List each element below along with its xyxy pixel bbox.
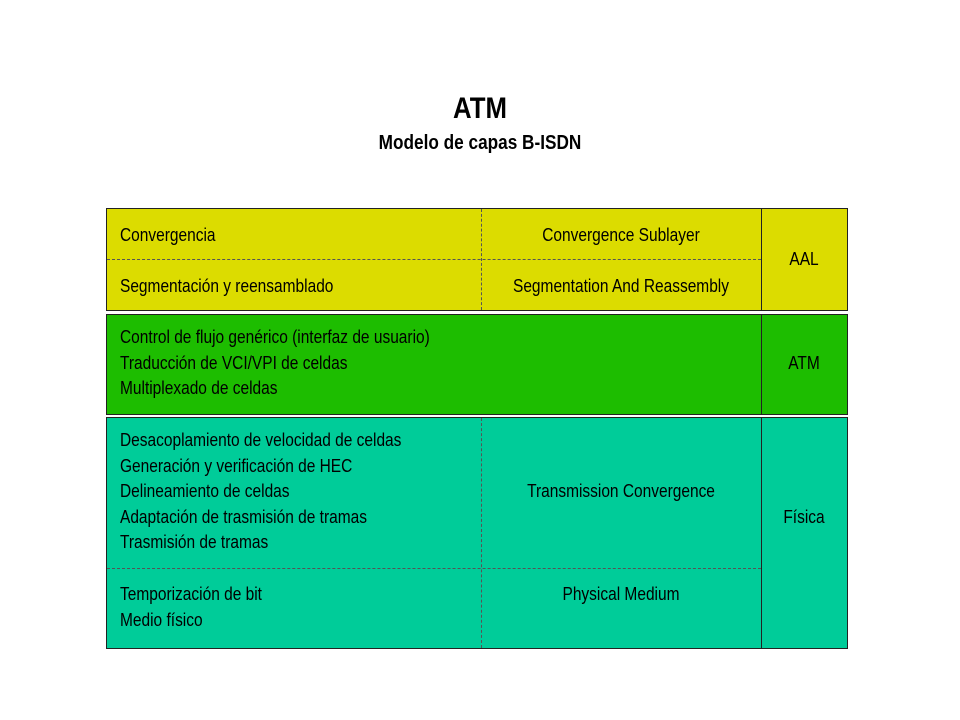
page-subtitle: Modelo de capas B-ISDN xyxy=(378,132,582,154)
atm-line-3: Multiplexado de celdas xyxy=(120,378,278,398)
atm-label: ATM xyxy=(788,353,820,373)
aal-label: AAL xyxy=(789,249,819,269)
fisica-tc-line-5: Trasmisión de tramas xyxy=(120,532,269,552)
aal-segmentacion: Segmentación y reensamblado xyxy=(120,276,334,296)
fisica-pm-label: Physical Medium xyxy=(562,584,680,604)
fisica-label: Física xyxy=(783,507,825,527)
atm-line-1: Control de flujo genérico (interfaz de usuario) xyxy=(120,327,430,347)
fisica-layer xyxy=(106,417,848,649)
fisica-row-divider xyxy=(107,568,761,569)
aal-convergencia: Convergencia xyxy=(120,225,216,245)
fisica-tc-line-1: Desacoplamiento de velocidad de celdas xyxy=(120,430,402,450)
aal-row-divider xyxy=(107,259,761,260)
atm-layer xyxy=(106,314,848,415)
aal-segmentation-reassembly: Segmentation And Reassembly xyxy=(513,276,729,296)
page-title: ATM xyxy=(453,92,507,125)
fisica-label-divider xyxy=(761,418,762,648)
fisica-tc-label: Transmission Convergence xyxy=(527,481,715,501)
fisica-tc-line-2: Generación y verificación de HEC xyxy=(120,456,353,476)
fisica-pm-line-2: Medio físico xyxy=(120,610,203,630)
atm-label-divider xyxy=(761,315,762,414)
fisica-pm-line-1: Temporización de bit xyxy=(120,584,262,604)
fisica-tc-line-4: Adaptación de trasmisión de tramas xyxy=(120,507,367,527)
atm-line-2: Traducción de VCI/VPI de celdas xyxy=(120,353,348,373)
aal-layer xyxy=(106,208,848,311)
aal-convergence-sublayer: Convergence Sublayer xyxy=(542,225,700,245)
fisica-column-divider xyxy=(481,418,482,648)
aal-label-divider xyxy=(761,209,762,310)
fisica-tc-line-3: Delineamiento de celdas xyxy=(120,481,290,501)
